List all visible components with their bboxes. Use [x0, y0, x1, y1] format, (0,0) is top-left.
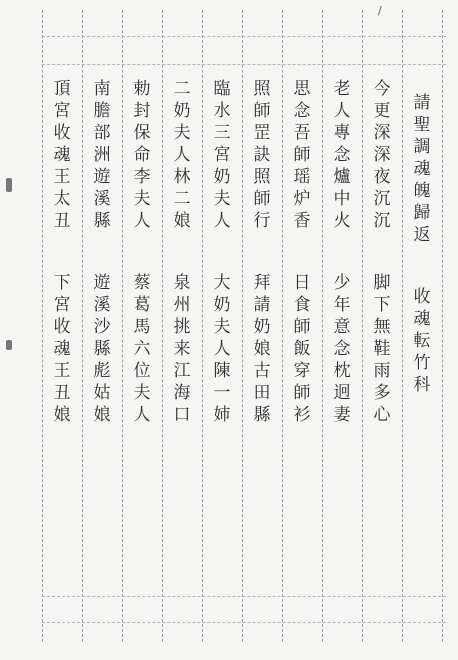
- character: 縣: [93, 211, 111, 231]
- character: 沉: [373, 189, 391, 209]
- character: 縣: [93, 339, 111, 359]
- character: 王: [53, 361, 71, 381]
- character: 部: [93, 123, 111, 143]
- character: 返: [413, 225, 431, 245]
- character: 夜: [373, 167, 391, 187]
- character: 雨: [373, 361, 391, 381]
- character: 下: [373, 295, 391, 315]
- character: 少: [333, 273, 351, 293]
- character: 夫: [213, 189, 231, 209]
- character: 瑶: [293, 167, 311, 187]
- character: 溪: [93, 189, 111, 209]
- phrase-bottom: [134, 272, 151, 426]
- character: 来: [173, 339, 191, 359]
- column-line: [42, 10, 43, 642]
- character: 迥: [333, 383, 351, 403]
- binding-mark: [6, 178, 12, 192]
- character: 衫: [293, 405, 311, 425]
- character: 拜: [253, 273, 271, 293]
- character: 脚: [373, 273, 391, 293]
- character: 魂: [53, 145, 71, 165]
- binding-mark: [6, 340, 12, 350]
- phrase-top: [214, 78, 231, 232]
- character: 口: [173, 405, 191, 425]
- character: 聖: [413, 115, 431, 135]
- character: 穿: [293, 361, 311, 381]
- character: 魂: [53, 339, 71, 359]
- character: 姉: [213, 405, 231, 425]
- character: 師: [293, 145, 311, 165]
- character: 娘: [173, 211, 191, 231]
- character: 深: [373, 123, 391, 143]
- character: 水: [213, 101, 231, 121]
- character: 香: [293, 211, 311, 231]
- character: 彪: [93, 361, 111, 381]
- phrase-bottom: [214, 272, 231, 426]
- character: 日: [293, 273, 311, 293]
- character: 頂: [53, 79, 71, 99]
- character: 收: [53, 123, 71, 143]
- character: 今: [373, 79, 391, 99]
- character: 王: [53, 167, 71, 187]
- character: 林: [173, 167, 191, 187]
- row-line: [42, 36, 446, 37]
- character: 科: [413, 375, 431, 395]
- character: 人: [333, 101, 351, 121]
- character: 膽: [93, 101, 111, 121]
- character: 魂: [413, 159, 431, 179]
- character: 訣: [253, 145, 271, 165]
- character: 歸: [413, 203, 431, 223]
- character: 請: [413, 93, 431, 113]
- phrase-bottom: [254, 272, 271, 426]
- character: 江: [173, 361, 191, 381]
- character: 師: [253, 101, 271, 121]
- row-line: [42, 596, 446, 597]
- character: 蔡: [133, 273, 151, 293]
- character: 州: [173, 295, 191, 315]
- character: 田: [253, 383, 271, 403]
- text-column: [247, 78, 277, 426]
- character: 照: [253, 167, 271, 187]
- phrase-bottom: [334, 272, 351, 426]
- character: 爐: [333, 167, 351, 187]
- lined-sheet: [42, 10, 446, 642]
- character: 沉: [373, 211, 391, 231]
- character: 娘: [53, 405, 71, 425]
- phrase-top: [414, 92, 431, 246]
- character: 炉: [293, 189, 311, 209]
- character: 魂: [413, 309, 431, 329]
- character: 転: [413, 331, 431, 351]
- character: 臨: [213, 79, 231, 99]
- character: 心: [373, 405, 391, 425]
- character: 鞋: [373, 339, 391, 359]
- character: 更: [373, 101, 391, 121]
- column-line: [362, 10, 363, 642]
- character: 夫: [213, 317, 231, 337]
- column-line: [442, 10, 443, 642]
- character: 調: [413, 137, 431, 157]
- character: 照: [253, 79, 271, 99]
- character: 意: [333, 317, 351, 337]
- phrase-bottom: [174, 272, 191, 426]
- character: 姑: [93, 383, 111, 403]
- character: 宮: [53, 295, 71, 315]
- character: 師: [293, 383, 311, 403]
- character: 古: [253, 361, 271, 381]
- character: 收: [413, 287, 431, 307]
- character: 行: [253, 211, 271, 231]
- text-column: [327, 78, 357, 426]
- character: 沙: [93, 317, 111, 337]
- character: 念: [293, 101, 311, 121]
- character: 丑: [53, 211, 71, 231]
- character: 縣: [253, 405, 271, 425]
- character: 夫: [173, 123, 191, 143]
- column-line: [242, 10, 243, 642]
- character: 多: [373, 383, 391, 403]
- phrase-top: [334, 78, 351, 232]
- character: 二: [173, 189, 191, 209]
- character: 丑: [53, 383, 71, 403]
- phrase-top: [254, 78, 271, 232]
- text-column: [87, 78, 117, 426]
- phrase-bottom: [374, 272, 391, 426]
- character: 南: [93, 79, 111, 99]
- phrase-top: [54, 78, 71, 232]
- character: 娘: [93, 405, 111, 425]
- character: 人: [133, 405, 151, 425]
- character: 陳: [213, 361, 231, 381]
- phrase-bottom: [94, 272, 111, 426]
- character: 思: [293, 79, 311, 99]
- character: 奶: [213, 167, 231, 187]
- column-line: [122, 10, 123, 642]
- character: 魄: [413, 181, 431, 201]
- character: 妻: [333, 405, 351, 425]
- character: 火: [333, 211, 351, 231]
- text-column: [207, 78, 237, 426]
- phrase-top: [134, 78, 151, 232]
- text-column: [167, 78, 197, 426]
- character: 深: [373, 145, 391, 165]
- character: 命: [133, 145, 151, 165]
- character: 年: [333, 295, 351, 315]
- row-line: [42, 64, 446, 65]
- character: 師: [253, 189, 271, 209]
- phrase-top: [294, 78, 311, 232]
- character: 枕: [333, 361, 351, 381]
- character: 專: [333, 123, 351, 143]
- character: 二: [173, 79, 191, 99]
- character: 無: [373, 317, 391, 337]
- character: 師: [293, 317, 311, 337]
- character: 六: [133, 339, 151, 359]
- row-line: [42, 622, 446, 623]
- column-line: [322, 10, 323, 642]
- character: 中: [333, 189, 351, 209]
- character: 人: [133, 211, 151, 231]
- character: 人: [173, 145, 191, 165]
- character: 念: [333, 145, 351, 165]
- character: 遊: [93, 273, 111, 293]
- text-column: [407, 92, 437, 396]
- character: 下: [53, 273, 71, 293]
- text-column: [127, 78, 157, 426]
- character: 位: [133, 361, 151, 381]
- character: 竹: [413, 353, 431, 373]
- text-column: [367, 78, 397, 426]
- character: 收: [53, 317, 71, 337]
- character: 老: [333, 79, 351, 99]
- character: 葛: [133, 295, 151, 315]
- character: 溪: [93, 295, 111, 315]
- character: 奶: [253, 317, 271, 337]
- character: 馬: [133, 317, 151, 337]
- character: 宮: [213, 145, 231, 165]
- character: 人: [213, 211, 231, 231]
- page-number: /: [378, 4, 382, 17]
- character: 遊: [93, 167, 111, 187]
- character: 奶: [213, 295, 231, 315]
- character: 吾: [293, 123, 311, 143]
- character: 夫: [133, 189, 151, 209]
- character: 保: [133, 123, 151, 143]
- character: 三: [213, 123, 231, 143]
- character: 請: [253, 295, 271, 315]
- character: 人: [213, 339, 231, 359]
- character: 娘: [253, 339, 271, 359]
- column-line: [162, 10, 163, 642]
- character: 夫: [133, 383, 151, 403]
- character: 念: [333, 339, 351, 359]
- character: 泉: [173, 273, 191, 293]
- column-line: [82, 10, 83, 642]
- character: 罡: [253, 123, 271, 143]
- phrase-top: [374, 78, 391, 232]
- character: 太: [53, 189, 71, 209]
- phrase-bottom: [54, 272, 71, 426]
- character: 勅: [133, 79, 151, 99]
- character: 大: [213, 273, 231, 293]
- column-line: [282, 10, 283, 642]
- character: 封: [133, 101, 151, 121]
- character: 食: [293, 295, 311, 315]
- character: 飯: [293, 339, 311, 359]
- phrase-bottom: [294, 272, 311, 426]
- text-column: [287, 78, 317, 426]
- column-line: [202, 10, 203, 642]
- character: 挑: [173, 317, 191, 337]
- phrase-bottom: [414, 286, 431, 396]
- phrase-top: [174, 78, 191, 232]
- character: 李: [133, 167, 151, 187]
- character: 海: [173, 383, 191, 403]
- character: 宮: [53, 101, 71, 121]
- text-column: [47, 78, 77, 426]
- column-line: [402, 10, 403, 642]
- character: 洲: [93, 145, 111, 165]
- phrase-top: [94, 78, 111, 232]
- character: 奶: [173, 101, 191, 121]
- character: 一: [213, 383, 231, 403]
